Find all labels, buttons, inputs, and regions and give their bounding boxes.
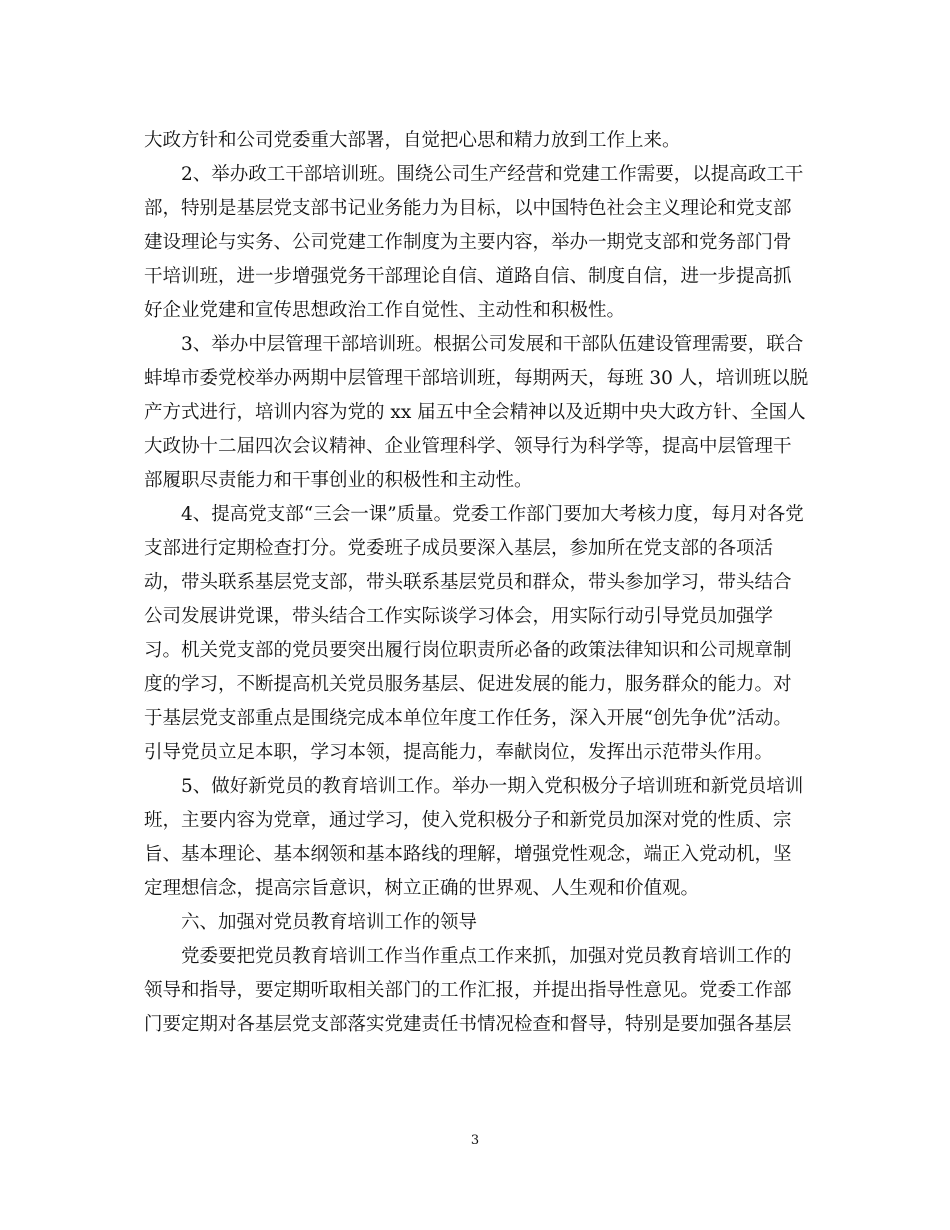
text-line: 5、做好新党员的教育培训工作。举办一期入党积极分子培训班和新党员培训 bbox=[181, 776, 804, 797]
text-line: 部履职尽责能力和干事创业的积极性和主动性。 bbox=[144, 470, 533, 491]
text-line: 习。机关党支部的党员要突出履行岗位职责所必备的政策法律知识和公司规章制 bbox=[144, 640, 792, 661]
text-line: 度的学习，不断提高机关党员服务基层、促进发展的能力，服务群众的能力。对 bbox=[144, 674, 792, 695]
text-line: 蚌埠市委党校举办两期中层管理干部培训班，每期两天，每班 30 人，培训班以脱 bbox=[144, 368, 809, 389]
text-line: 门要定期对各基层党支部落实党建责任书情况检查和督导，特别是要加强各基层 bbox=[144, 1014, 792, 1035]
text-line: 4、提高党支部“三会一课”质量。党委工作部门要加大考核力度，每月对各党 bbox=[181, 504, 804, 525]
text-line: 大政方针和公司党委重大部署，自觉把心思和精力放到工作上来。 bbox=[144, 130, 681, 151]
text-line: 班，主要内容为党章，通过学习，使入党积极分子和新党员加深对党的性质、宗 bbox=[144, 810, 792, 831]
text-line: 好企业党建和宣传思想政治工作自觉性、主动性和积极性。 bbox=[144, 300, 626, 321]
text-line: 定理想信念，提高宗旨意识，树立正确的世界观、人生观和价值观。 bbox=[144, 878, 700, 899]
document-body bbox=[144, 124, 810, 1042]
text-line: 3、举办中层管理干部培训班。根据公司发展和干部队伍建设管理需要，联合 bbox=[181, 334, 804, 355]
text-line: 2、举办政工干部培训班。围绕公司生产经营和党建工作需要，以提高政工干 bbox=[181, 164, 804, 185]
text-line: 旨、基本理论、基本纲领和基本路线的理解，增强党性观念，端正入党动机，坚 bbox=[144, 844, 792, 865]
text-line: 产方式进行，培训内容为党的 xx 届五中全会精神以及近期中央大政方针、全国人 bbox=[144, 402, 806, 423]
text-line: 引导党员立足本职，学习本领，提高能力，奉献岗位，发挥出示范带头作用。 bbox=[144, 742, 774, 763]
text-line: 领导和指导，要定期听取相关部门的工作汇报，并提出指导性意见。党委工作部 bbox=[144, 980, 792, 1001]
text-line: 干培训班，进一步增强党务干部理论自信、道路自信、制度自信，进一步提高抓 bbox=[144, 266, 792, 287]
text-line: 支部进行定期检查打分。党委班子成员要深入基层，参加所在党支部的各项活 bbox=[144, 538, 774, 559]
text-line: 公司发展讲党课，带头结合工作实际谈学习体会，用实际行动引导党员加强学 bbox=[144, 606, 774, 627]
text-line: 六、加强对党员教育培训工作的领导 bbox=[181, 912, 478, 933]
text-line: 动，带头联系基层党支部，带头联系基层党员和群众，带头参加学习，带头结合 bbox=[144, 572, 792, 593]
text-line: 党委要把党员教育培训工作当作重点工作来抓，加强对党员教育培训工作的 bbox=[181, 946, 792, 967]
text-line: 建设理论与实务、公司党建工作制度为主要内容，举办一期党支部和党务部门骨 bbox=[144, 232, 792, 253]
text-line: 大政协十二届四次会议精神、企业管理科学、领导行为科学等，提高中层管理干 bbox=[144, 436, 792, 457]
text-line: 部，特别是基层党支部书记业务能力为目标，以中国特色社会主义理论和党支部 bbox=[144, 198, 792, 219]
text-line: 于基层党支部重点是围绕完成本单位年度工作任务，深入开展“创先争优”活动。 bbox=[144, 708, 792, 729]
page-number: 3 bbox=[470, 1133, 480, 1148]
